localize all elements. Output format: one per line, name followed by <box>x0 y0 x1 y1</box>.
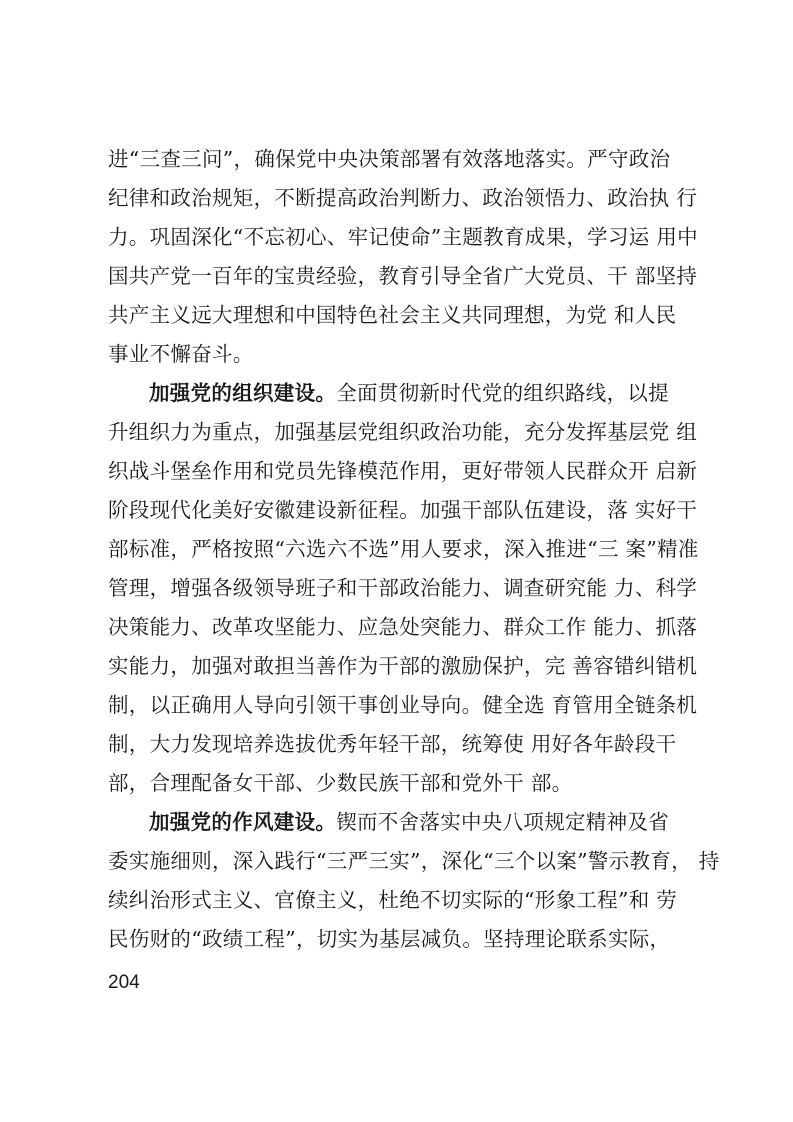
text-line: 委实施细则，深入践行“三严三实”，深化“三个以案”警示教育， 持 <box>108 849 720 873</box>
text-line: 力。巩固深化“不忘初心、牢记使命”主题教育成果，学习运 用中 <box>108 225 698 249</box>
text-span: 全面贯彻新时代党的组织路线，以提 <box>336 381 670 405</box>
text-line: 民伤财的“政绩工程”，切实为基层减负。坚持理论联系实际， <box>108 927 671 951</box>
text-line: 升组织力为重点，加强基层党组织政治功能，充分发挥基层党 组 <box>108 420 698 444</box>
text-line: 事业不懈奋斗。 <box>108 342 254 366</box>
text-line: 续纠治形式主义、官僚主义，杜绝不切实际的“形象工程”和 劳 <box>108 888 678 912</box>
paragraph-first-line <box>149 810 700 834</box>
text-line: 织战斗堡垒作用和党员先锋模范作用，更好带领人民群众开 启新 <box>108 459 698 483</box>
text-line: 进“三查三问”，确保党中央决策部署有效落地落实。严守政治 <box>108 147 671 171</box>
section-heading: 加强党的作风建设。 <box>149 810 337 834</box>
text-line: 国共产党一百年的宝贵经验，教育引导全省广大党员、干 部坚持 <box>108 264 698 288</box>
text-line: 决策能力、改革攻坚能力、应急处突能力、群众工作 能力、抓落 <box>108 615 698 639</box>
text-line: 阶段现代化美好安徽建设新征程。加强干部队伍建设，落 实好干 <box>108 498 698 522</box>
text-line: 管理，增强各级领导班子和干部政治能力、调查研究能 力、科学 <box>108 576 698 600</box>
text-line: 纪律和政治规矩，不断提高政治判断力、政治领悟力、政治执 行 <box>108 186 698 210</box>
text-span: 锲而不舍落实中央八项规定精神及省 <box>336 810 670 834</box>
text-line: 制，以正确用人导向引领干事创业导向。健全选 育管用全链条机 <box>108 693 698 717</box>
text-line: 部标准，严格按照“六选六不选”用人要求，深入推进“三 案”精准 <box>108 537 699 561</box>
paragraph-first-line <box>149 381 700 405</box>
text-line: 制，大力发现培养选拔优秀年轻干部，统筹使 用好各年龄段干 <box>108 732 677 756</box>
text-line: 部，合理配备女干部、少数民族干部和党外干 部。 <box>108 771 573 795</box>
section-heading: 加强党的组织建设。 <box>149 381 337 405</box>
page-number: 204 <box>108 972 140 993</box>
text-line: 实能力，加强对敢担当善作为干部的激励保护，完 善容错纠错机 <box>108 654 698 678</box>
text-line: 共产主义远大理想和中国特色社会主义共同理想，为党 和人民 <box>108 303 677 327</box>
